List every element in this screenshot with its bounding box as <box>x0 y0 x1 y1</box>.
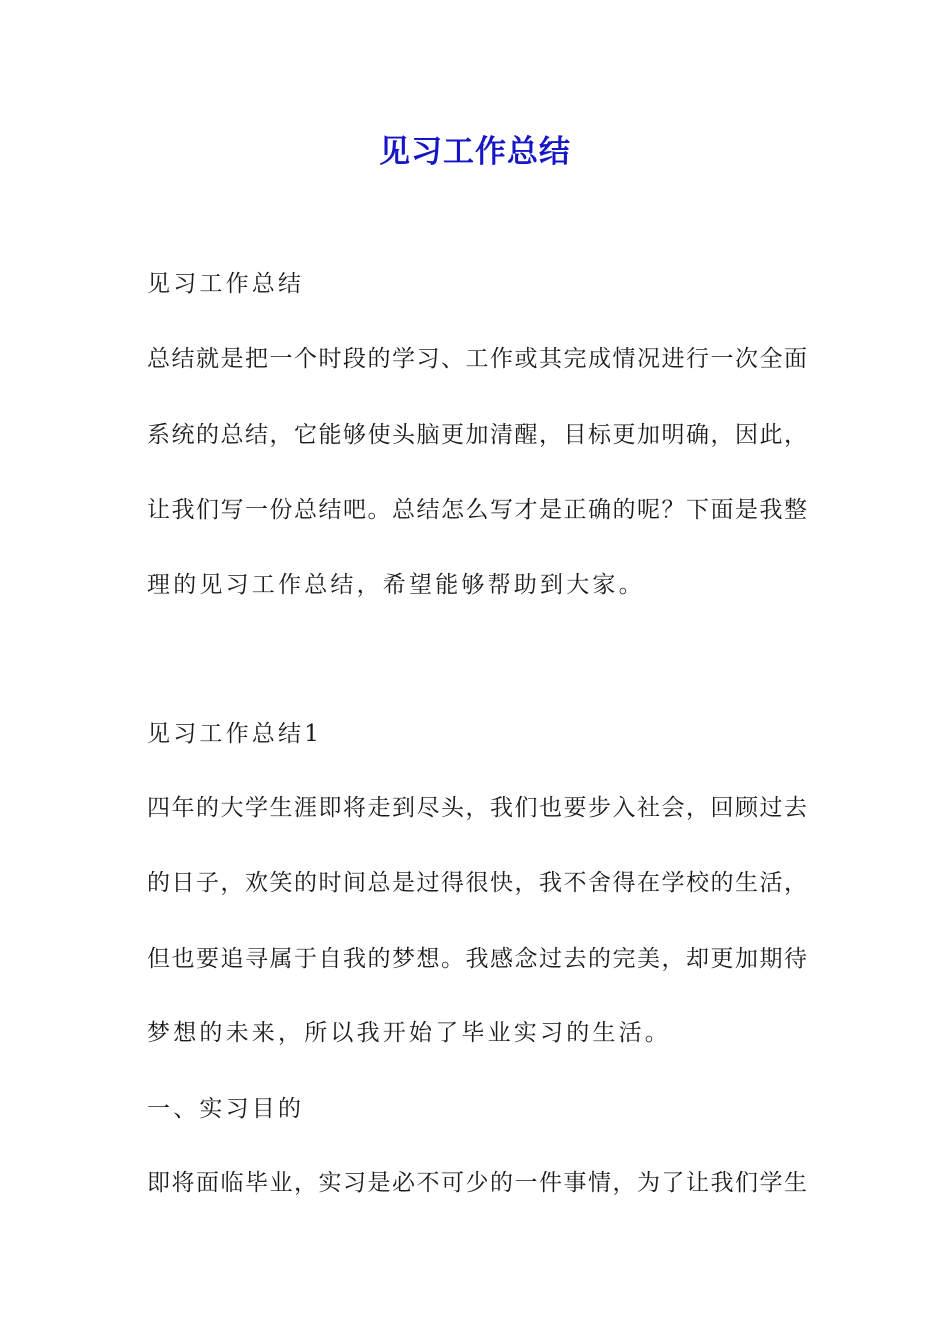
paragraph-line: 但也要追寻属于自我的梦想。我感念过去的完美，却更加期待 <box>147 946 807 972</box>
paragraph-line: 即将面临毕业，实习是必不可少的一件事情，为了让我们学生 <box>147 1170 807 1196</box>
paragraph-line: 四年的大学生涯即将走到尽头，我们也要步入社会，回顾过去 <box>147 795 807 821</box>
paragraph-line: 系统的总结，它能够使头脑更加清醒，目标更加明确，因此， <box>147 422 807 448</box>
section-heading: 见习工作总结1 <box>147 721 323 747</box>
paragraph-line: 总结就是把一个时段的学习、工作或其完成情况进行一次全面 <box>147 346 807 372</box>
paragraph-line: 理的见习工作总结，希望能够帮助到大家。 <box>147 572 645 598</box>
section-heading: 见习工作总结 <box>147 271 305 297</box>
paragraph-line: 的日子，欢笑的时间总是过得很快，我不舍得在学校的生活， <box>147 870 807 896</box>
paragraph-line: 让我们写一份总结吧。总结怎么写才是正确的呢？下面是我整 <box>147 497 807 523</box>
subsection-heading: 一、实习目的 <box>147 1096 305 1122</box>
paragraph-line: 梦想的未来，所以我开始了毕业实习的生活。 <box>147 1020 671 1046</box>
document-title: 见习工作总结 <box>379 134 571 170</box>
